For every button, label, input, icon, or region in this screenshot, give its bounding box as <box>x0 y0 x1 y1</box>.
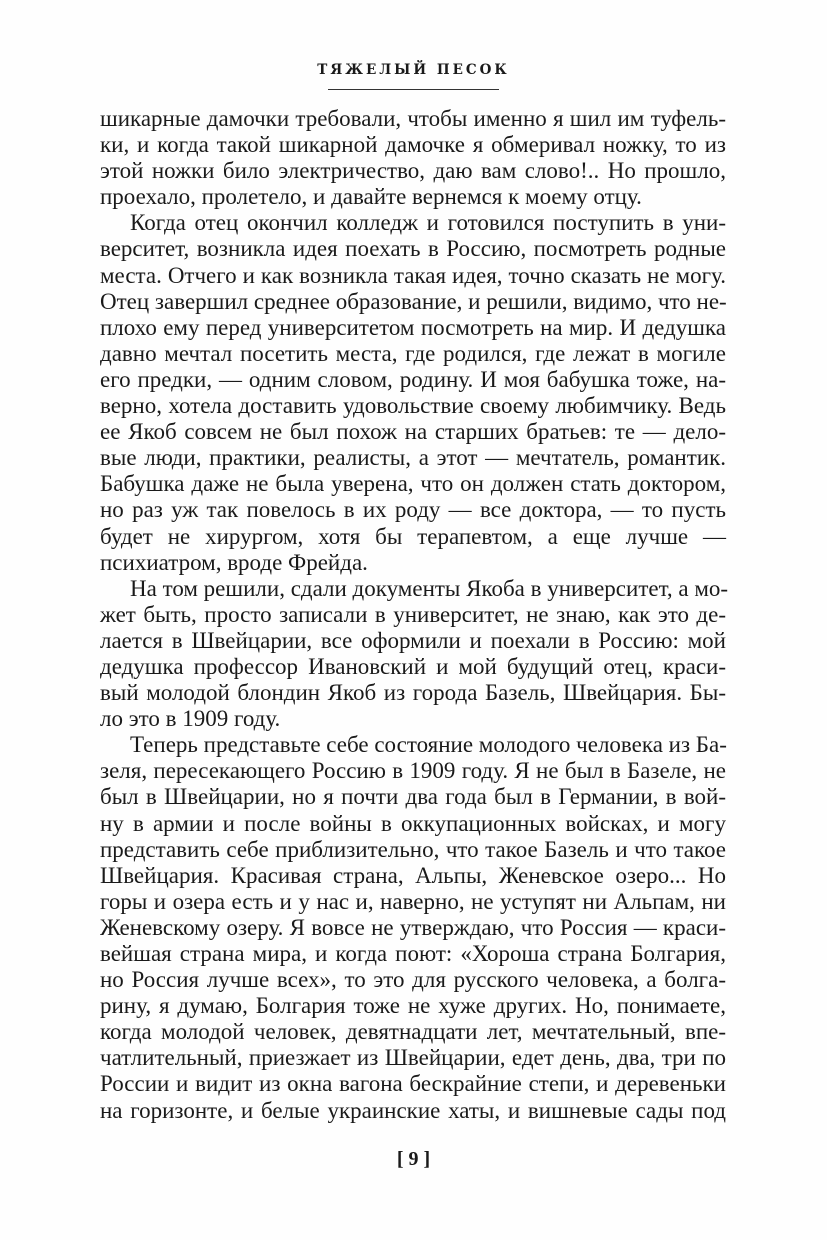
paragraph <box>100 575 729 733</box>
text-line: рину, я думаю, Болгария тоже не хуже других. Но, понимаете, <box>100 993 726 1019</box>
text-line: шикарные дамочки требовали, чтобы именно я шил им туфель- <box>100 106 726 131</box>
text-line: Теперь представьте себе состояние молодого человека из Ба- <box>130 732 727 758</box>
body-text <box>100 106 729 1124</box>
text-line: был в Швейцарии, но я почти два года был в Германии, в вой- <box>100 784 726 810</box>
paragraph <box>100 732 726 1123</box>
text-line: когда молодой человек, девятнадцати лет, мечтательный, впе- <box>100 1019 726 1045</box>
text-line: плохо ему перед университетом посмотреть на мир. И дедушка <box>100 314 726 340</box>
text-line: лается в Швейцарии, все оформили и поехали в Россию: мой <box>100 627 726 653</box>
text-line: но раз уж так повелось в их роду — все доктора, — то пусть <box>100 497 726 523</box>
text-line: России и видит из окна вагона бескрайние степи, и деревеньки <box>100 1071 726 1097</box>
text-line: На том решили, сдали документы Якоба в университет, а мо- <box>130 575 729 601</box>
text-line: верситет, возникла идея поехать в Россию, посмотреть родные <box>100 236 726 262</box>
text-line: ее Якоб совсем не был похож на старших братьев: те — дело- <box>100 419 726 445</box>
text-line: Отец завершил среднее образование, и решили, видимо, что не- <box>100 288 727 314</box>
text-line: Когда отец окончил колледж и готовился поступить в уни- <box>130 210 726 236</box>
text-line: ло это в 1909 году. <box>100 706 281 732</box>
page-number: [ 9 ] <box>396 1148 431 1170</box>
text-line: его предки, — одним словом, родину. И моя бабушка тоже, на- <box>100 366 726 392</box>
text-line: психиатром, вроде Фрейда. <box>100 549 368 575</box>
text-line: будет не хирургом, хотя бы терапевтом, а еще лучше — <box>100 523 726 549</box>
text-line: жет быть, просто записали в университет, не знаю, как это де- <box>100 601 726 627</box>
paragraph <box>100 210 726 575</box>
text-line: Бабушка даже не была уверена, что он должен стать доктором, <box>100 471 726 497</box>
paragraph <box>100 106 726 210</box>
text-line: Швейцария. Красивая страна, Альпы, Женевское озеро... Но <box>100 862 726 888</box>
text-line: дедушка профессор Ивановский и мой будущий отец, краси- <box>100 653 726 679</box>
text-line: проехало, пролетело, и давайте вернемся к моему отцу. <box>100 184 642 210</box>
text-line: зеля, пересекающего Россию в 1909 году. Я не был в Базеле, не <box>100 758 726 784</box>
text-line: горы и озера есть и у нас и, наверно, не уступят ни Альпам, ни <box>100 888 726 914</box>
running-head-rule <box>328 89 499 90</box>
text-line: вый молодой блондин Якоб из города Базель, Швейцария. Бы- <box>100 680 726 706</box>
text-line: места. Отчего и как возникла такая идея, точно сказать не могу. <box>100 262 726 288</box>
text-line: вые люди, практики, реалисты, а этот — мечтатель, романтик. <box>100 445 726 471</box>
text-line: представить себе приблизительно, что такое Базель и что такое <box>100 836 726 862</box>
text-line: на горизонте, и белые украинские хаты, и вишневые сады под <box>100 1097 726 1123</box>
text-line: ну в армии и после войны в оккупационных войсках, и могу <box>100 810 726 836</box>
text-line: вейшая страна мира, и когда поют: «Хороша страна Болгария, <box>100 941 726 966</box>
text-line: Женевскому озеру. Я вовсе не утверждаю, что Россия — краси- <box>100 914 726 940</box>
text-line: давно мечтал посетить места, где родился, где лежат в могиле <box>100 340 726 366</box>
text-line: этой ножки било электричество, даю вам слово!.. Но прошло, <box>100 158 726 184</box>
running-head: ТЯЖЕЛЫЙ ПЕСОК <box>317 62 510 78</box>
text-line: верно, хотела доставить удовольствие своему любимчику. Ведь <box>100 393 726 419</box>
text-line: ки, и когда такой шикарной дамочке я обмеривал ножку, то из <box>100 132 726 158</box>
text-line: чатлительный, приезжает из Швейцарии, едет день, два, три по <box>100 1045 726 1071</box>
text-line: но Россия лучше всех», то это для русского человека, а болга- <box>100 967 726 993</box>
